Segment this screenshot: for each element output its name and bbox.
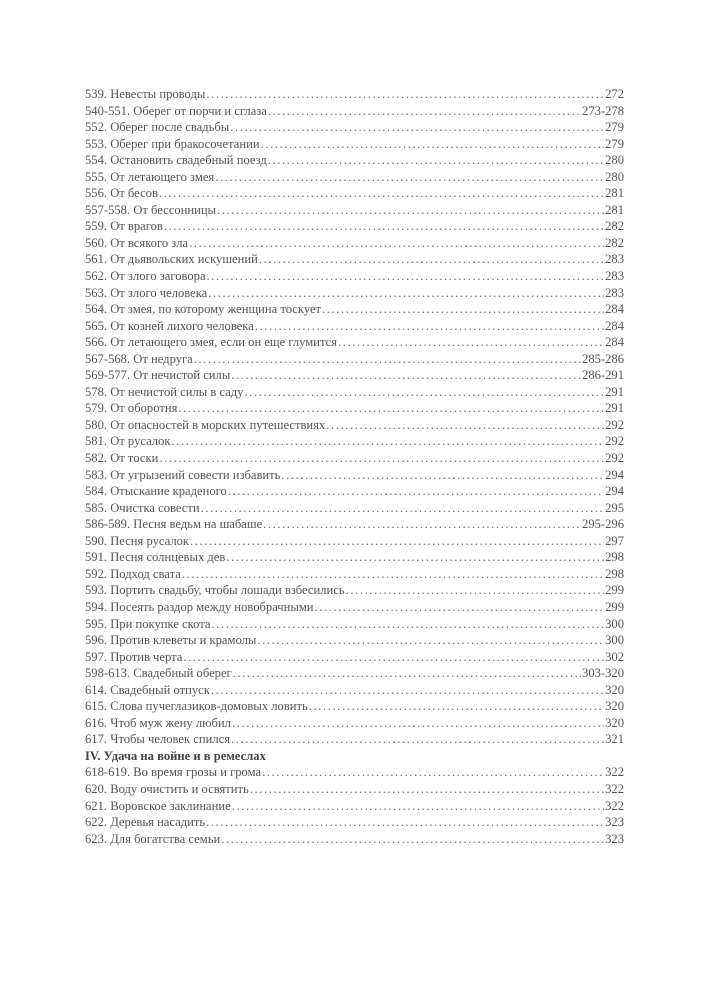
dot-leader	[346, 582, 604, 599]
dot-leader	[159, 185, 604, 202]
dot-leader	[231, 367, 581, 384]
entry-page-number: 291	[605, 384, 624, 399]
entry-title: 620. Воду очистить и освятить	[85, 781, 249, 796]
dot-leader	[206, 86, 604, 103]
dot-leader	[208, 285, 604, 302]
entry-page-number: 322	[605, 798, 624, 813]
entry-title: 592. Подход свата	[85, 566, 181, 581]
entry-page-number: 284	[605, 318, 624, 333]
entry-page-number: 321	[605, 732, 624, 747]
entry-title: 596. Против клеветы и крамолы	[85, 633, 257, 648]
dot-leader	[315, 599, 605, 616]
toc-entry	[85, 533, 624, 550]
toc-entry	[85, 649, 624, 666]
entry-title: 584. Отыскание краденого	[85, 484, 227, 499]
toc-entry	[85, 698, 624, 715]
toc-entry	[85, 152, 624, 169]
entry-title: 554. Остановить свадебный поезд	[85, 153, 267, 168]
entry-title: 578. От нечистой силы в саду	[85, 384, 244, 399]
entry-page-number: 323	[605, 815, 624, 830]
toc-entry	[85, 351, 624, 368]
dot-leader	[215, 169, 604, 186]
dot-leader	[159, 450, 604, 467]
dot-leader	[257, 632, 604, 649]
dot-leader	[164, 218, 604, 235]
toc-entry	[85, 549, 624, 566]
dot-leader	[201, 500, 604, 517]
toc-entry	[85, 616, 624, 633]
entry-page-number: 294	[605, 467, 624, 482]
entry-page-number: 281	[605, 202, 624, 217]
dot-leader	[172, 433, 605, 450]
toc-entry	[85, 367, 624, 384]
entry-title: 622. Деревья насадить	[85, 815, 206, 830]
dot-leader	[211, 682, 604, 699]
entry-title: 553. Оберег при бракосочетании	[85, 136, 260, 151]
toc-entry	[85, 202, 624, 219]
entry-title: 540-551. Оберег от порчи и сглаза	[85, 103, 267, 118]
entry-page-number: 292	[605, 417, 624, 432]
entry-page-number: 302	[605, 649, 624, 664]
toc-entry	[85, 268, 624, 285]
toc-entry	[85, 731, 624, 748]
dot-leader	[322, 301, 604, 318]
toc-entry	[85, 781, 624, 798]
toc-entry	[85, 483, 624, 500]
entry-page-number: 283	[605, 269, 624, 284]
entry-page-number: 320	[605, 682, 624, 697]
toc-entry	[85, 400, 624, 417]
dot-leader	[309, 698, 604, 715]
dot-leader	[226, 549, 604, 566]
toc-entry	[85, 665, 624, 682]
toc-entry	[85, 798, 624, 815]
entry-title: 583. От угрызений совести избавить	[85, 467, 281, 482]
entry-page-number: 282	[605, 219, 624, 234]
dot-leader	[207, 268, 605, 285]
entry-title: 616. Чтоб муж жену любил	[85, 715, 231, 730]
entry-page-number: 292	[605, 451, 624, 466]
entry-title: 562. От злого заговора	[85, 269, 206, 284]
entry-page-number: 281	[605, 186, 624, 201]
entry-page-number: 299	[605, 599, 624, 614]
toc-entry	[85, 467, 624, 484]
toc-entry	[85, 566, 624, 583]
entry-title: 567-568. От недруга	[85, 351, 193, 366]
toc-entry	[85, 285, 624, 302]
toc-entry	[85, 682, 624, 699]
entry-page-number: 272	[605, 87, 624, 101]
dot-leader	[263, 516, 581, 533]
entry-page-number: 320	[605, 699, 624, 714]
entry-title: 621. Воровское заклинание	[85, 798, 231, 813]
dot-leader	[231, 731, 604, 748]
entry-title: 539. Невесты проводы	[85, 87, 206, 101]
entry-page-number: 323	[605, 831, 624, 846]
entry-title: 617. Чтобы человек спился	[85, 732, 230, 747]
toc-entry	[85, 384, 624, 401]
toc-entry	[85, 715, 624, 732]
toc-entry	[85, 318, 624, 335]
dot-leader	[190, 533, 604, 550]
toc-entry	[85, 632, 624, 649]
entry-title: 614. Свадебный отпуск	[85, 682, 210, 697]
entry-title: 623. Для богатства семьи	[85, 831, 221, 846]
entry-page-number: 279	[605, 120, 624, 135]
dot-leader	[255, 318, 604, 335]
toc-entry	[85, 218, 624, 235]
entry-title: 563. От злого человека	[85, 285, 208, 300]
toc-entry	[85, 831, 624, 848]
entry-title: 557-558. От бессонницы	[85, 202, 217, 217]
dot-leader	[326, 417, 604, 434]
dot-leader	[268, 152, 604, 169]
entry-title: 559. От врагов	[85, 219, 163, 234]
dot-leader	[262, 764, 604, 781]
toc-entry	[85, 599, 624, 616]
entry-title: 564. От змея, по которому женщина тоскует	[85, 302, 322, 317]
dot-leader	[228, 483, 604, 500]
entry-title: 580. От опасностей в морских путешествиях	[85, 417, 326, 432]
dot-leader	[232, 798, 604, 815]
toc-entry	[85, 119, 624, 136]
dot-leader	[211, 616, 604, 633]
entry-page-number: 279	[605, 136, 624, 151]
entry-page-number: 282	[605, 235, 624, 250]
toc-entry	[85, 136, 624, 153]
entry-page-number: 322	[605, 781, 624, 796]
entry-title: 615. Слова пучеглазиков-домовых ловить	[85, 699, 308, 714]
dot-leader	[230, 119, 604, 136]
entry-title: 618-619. Во время грозы и грома	[85, 765, 262, 780]
toc-entry	[85, 235, 624, 252]
entry-title: 590. Песня русалок	[85, 533, 190, 548]
entry-page-number: 280	[605, 153, 624, 168]
entry-page-number: 303-320	[582, 666, 624, 681]
dot-leader	[261, 136, 605, 153]
toc-entry	[85, 450, 624, 467]
entry-title: 591. Песня солнцевых дев	[85, 550, 226, 565]
entry-page-number: 294	[605, 484, 624, 499]
entry-page-number: 283	[605, 252, 624, 267]
dot-leader	[217, 202, 604, 219]
entry-page-number: 295	[605, 500, 624, 515]
entry-page-number: 291	[605, 401, 624, 416]
entry-page-number: 295-296	[582, 517, 624, 532]
entry-page-number: 300	[605, 633, 624, 648]
toc-entry	[85, 251, 624, 268]
toc-entry	[85, 334, 624, 351]
entry-title: 581. От русалок	[85, 434, 171, 449]
toc-entry	[85, 500, 624, 517]
entry-title: 586-589. Песня ведьм на шабаше	[85, 517, 263, 532]
dot-leader	[206, 814, 604, 831]
entry-page-number: 273-278	[582, 103, 624, 118]
entry-page-number: 280	[605, 169, 624, 184]
entry-title: 595. При покупке скота	[85, 616, 211, 631]
toc-entry	[85, 814, 624, 831]
toc-entry	[85, 433, 624, 450]
section-heading	[85, 748, 624, 765]
entry-title: 585. Очистка совести	[85, 500, 200, 515]
entry-title: 565. От козней лихого человека	[85, 318, 254, 333]
toc-entry	[85, 417, 624, 434]
entry-page-number: 297	[605, 533, 624, 548]
entry-page-number: 320	[605, 715, 624, 730]
entry-title: 569-577. От нечистой силы	[85, 368, 231, 383]
toc-entry	[85, 103, 624, 120]
entry-title: 582. От тоски	[85, 451, 159, 466]
dot-leader	[268, 103, 581, 120]
dot-leader	[183, 649, 604, 666]
entry-title: 579. От оборотня	[85, 401, 178, 416]
entry-page-number: 298	[605, 566, 624, 581]
entry-page-number: 298	[605, 550, 624, 565]
toc-entry	[85, 169, 624, 186]
entry-title: 555. От летающего змея	[85, 169, 215, 184]
dot-leader	[221, 831, 604, 848]
entry-title: 598-613. Свадебный оберег	[85, 666, 232, 681]
entry-title: 594. Посеять раздор между новобрачными	[85, 599, 314, 614]
dot-leader	[233, 665, 581, 682]
dot-leader	[281, 467, 604, 484]
entry-title: 561. От дьявольских искушений	[85, 252, 258, 267]
toc-entry	[85, 301, 624, 318]
toc-entry	[85, 516, 624, 533]
entry-page-number: 292	[605, 434, 624, 449]
entry-title: 552. Оберег после свадьбы	[85, 120, 230, 135]
entry-title: 566. От летающего змея, если он еще глумится	[85, 335, 338, 350]
dot-leader	[259, 251, 604, 268]
toc-entry	[85, 764, 624, 781]
dot-leader	[232, 715, 604, 732]
entry-title: 556. От бесов	[85, 186, 158, 201]
section-heading-text: IV. Удача на войне и в ремеслах	[85, 748, 266, 763]
entry-title: 593. Портить свадьбу, чтобы лошади взбесились	[85, 583, 345, 598]
entry-page-number: 284	[605, 302, 624, 317]
table-of-contents	[85, 86, 624, 847]
dot-leader	[194, 351, 581, 368]
dot-leader	[338, 334, 604, 351]
entry-page-number: 286-291	[582, 368, 624, 383]
dot-leader	[189, 235, 604, 252]
entry-title: 560. От всякого зла	[85, 235, 189, 250]
entry-page-number: 300	[605, 616, 624, 631]
entry-page-number: 322	[605, 765, 624, 780]
dot-leader	[250, 781, 604, 798]
entry-page-number: 285-286	[582, 351, 624, 366]
toc-entry	[85, 86, 624, 103]
dot-leader	[178, 400, 604, 417]
toc-entry	[85, 185, 624, 202]
entry-page-number: 283	[605, 285, 624, 300]
entry-page-number: 299	[605, 583, 624, 598]
dot-leader	[245, 384, 605, 401]
entry-page-number: 284	[605, 335, 624, 350]
entry-title: 597. Против черта	[85, 649, 183, 664]
toc-entry	[85, 582, 624, 599]
dot-leader	[182, 566, 604, 583]
